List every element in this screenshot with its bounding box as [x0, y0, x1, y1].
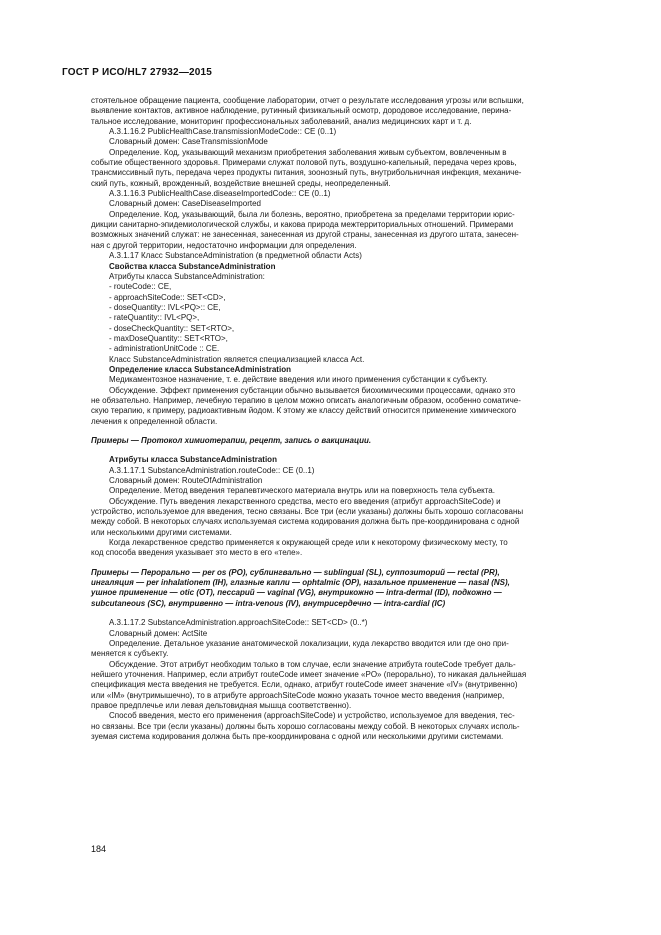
text-line: Свойства класса SubstanceAdministration — [109, 261, 276, 271]
text-line: ная с другой территории, недостаточно информации для определения. — [91, 240, 357, 250]
text-line: лечения к определенной области. — [91, 416, 218, 426]
text-line: Примеры — Перорально — per os (PO), сублингвально — sublingual (SL), суппозиторий — rectal (PR), — [91, 567, 500, 577]
text-line: Примеры — Протокол химиотерапии, рецепт, запись о вакцинации. — [91, 436, 372, 445]
text-line: Обсуждение. Эффект применения субстанции обычно вызывается биохимическими процессами, однако это — [109, 385, 516, 395]
text-line: но связаны. Все три (если указаны) должны быть хорошо согласованы между собой. В некоторых случаях исполь- — [91, 721, 520, 731]
text-line: событие общественного здоровья. Примерами служат половой путь, воздушно-капельный, передача через кровь, — [91, 158, 517, 168]
page-number: 184 — [91, 844, 107, 854]
text-line: Класс SubstanceAdministration является специализацией класса Act. — [109, 354, 365, 364]
text-line: Определение. Детальное указание анатомической локализации, куда лекарство вводится или где оно при- — [109, 638, 509, 648]
text-line: устройство, используемое для введения, тесно связаны. Все три (если указаны) должны быть хорошо согласованы — [91, 507, 524, 517]
text-line: Обсуждение. Путь введения лекарственного средства, место его введения (атрибут approachSiteCode) и — [109, 496, 501, 506]
text-line: Определение класса SubstanceAdministration — [109, 364, 291, 374]
text-line: Словарный домен: ActSite — [109, 628, 208, 638]
text-line: Способ введения, место его применения (approachSiteCode) и устройство, используемое для введения, тес- — [109, 711, 515, 721]
text-line: код способа введения указывает это место в его «теле». — [91, 548, 303, 558]
text-line: Медикаментозное назначение, т. е. действие введения или иного применения субстанции к субъекту. — [109, 375, 488, 385]
text-line: стоятельное обращение пациента, сообщение лаборатории, отчет о результате исследования угрозы или вспышки, — [91, 96, 524, 105]
text-line: А.3.1.17.2 SubstanceAdministration.approachSiteCode:: SET<CD> (0..*) — [109, 618, 368, 628]
text-line: или несколькими другими системами. — [91, 527, 232, 537]
text-line: ушное применение — otic (OT), пессарий — vaginal (VG), внутрикожно — intra-dermal (ID), подкожно — — [91, 588, 502, 598]
text-line: - doseCheckQuantity:: SET<RTO>, — [109, 323, 235, 333]
text-line: А.3.1.16.2 PublicHealthCase.transmissionModeCode:: CE (0..1) — [109, 127, 337, 137]
text-line: правое предплечье или левая дельтовидная мышца соответственно). — [91, 700, 352, 710]
text-line: между собой. В некоторых случаях используемая система кодирования должна быть пре-координирована с одной — [91, 517, 520, 527]
text-line: - doseQuantity:: IVL<PQ>:: CE, — [109, 302, 221, 312]
document-body — [91, 96, 600, 742]
text-line: дикции санитарно-эпидемиологической службы, и какова природа межтерриториальных отношений. Примерами — [91, 220, 514, 230]
text-line: - administrationUnitCode :: CE. — [109, 344, 220, 354]
text-line: Атрибуты класса SubstanceAdministration: — [109, 271, 265, 281]
text-line: Обсуждение. Этот атрибут необходим только в том случае, если значение атрибута routeCode требует даль- — [109, 659, 516, 669]
text-line: нейшего уточнения. Например, если атрибут routeCode имеет значение «PO» (перорально), то никакая дальнейшая — [91, 669, 527, 679]
text-line: Когда лекарственное средство применяется к окружающей среде или к некоторому физическому месту, то — [109, 538, 508, 548]
text-line: трансмиссивный путь, передача через продукты питания, зоонозный путь, внутрибольничная инфекция, механиче- — [91, 168, 522, 178]
text-line: Словарный домен: CaseTransmissionMode — [109, 137, 268, 147]
text-line: subcutaneous (SC), внутривенно — intra-venous (IV), внутрисердечно — intra-cardial (IC) — [91, 598, 446, 608]
text-line: спецификация места введения не требуется. Если, однако, атрибут routeCode имеет значение «IV» (внутривенно) — [91, 680, 518, 690]
text-line: - rateQuantity:: IVL<PQ>, — [109, 313, 200, 323]
text-line: возможных значений служат: не занесенная, занесенная из другой страны, занесенная из другого штата, занесен- — [91, 230, 519, 240]
text-line: - routeCode:: CE, — [109, 282, 172, 292]
text-line: не обязательно. Например, лечебную терапию в целом можно описать аналогичным образом, особенно соматиче- — [91, 395, 521, 405]
text-line: тальное исследование, мониторинг профессиональных заболеваний, анализ медицинских карт и т. д. — [91, 116, 472, 126]
text-line: - approachSiteCode:: SET<CD>, — [109, 292, 226, 302]
text-line: А.3.1.16.3 PublicHealthCase.diseaseImportedCode:: CE (0..1) — [109, 189, 331, 199]
text-line: выявление контактов, активное наблюдение, рутинный физикальный осмотр, дородовое исследование, перина- — [91, 106, 512, 116]
text-line: Определение. Метод введения терапевтического материала внутрь или на поверхность тела субъекта. — [109, 486, 495, 496]
text-line: или «IM» (внутримышечно), то в атрибуте approachSiteCode можно указать точное место введения (например, — [91, 690, 505, 700]
page-header-title: ГОСТ Р ИСО/HL7 27932—2015 — [62, 67, 213, 78]
text-line: ингаляция — per inhalationem (IH), глазные капли — ophtalmic (OP), назальное применение — nasal (NS), — [91, 578, 510, 588]
text-line: Словарный домен: RouteOfAdministration — [109, 476, 263, 486]
text-line: Словарный домен: CaseDiseaseImported — [109, 199, 261, 209]
text-line: - maxDoseQuantity:: SET<RTO>, — [109, 333, 228, 343]
text-line: А.3.1.17 Класс SubstanceAdministration (в предметной области Acts) — [109, 251, 362, 261]
text-line: Определение. Код, указывающий механизм приобретения заболевания живым субъектом, вовлеченным в — [109, 147, 507, 157]
text-line: ский путь, кожный, врожденный, воздействие внешней среды, неопределенный. — [91, 178, 391, 188]
text-line: А.3.1.17.1 SubstanceAdministration.routeCode:: CE (0..1) — [109, 465, 315, 475]
text-line: Определение. Код, указывающий, была ли болезнь, вероятно, приобретена за пределами территории юрис- — [109, 209, 515, 219]
text-line: зуемая система кодирования должна быть пре-координирована с одной или несколькими другими системами. — [91, 731, 504, 741]
text-line: Атрибуты класса SubstanceAdministration — [109, 455, 277, 465]
text-line: меняется к субъекту. — [91, 649, 169, 659]
text-line: скую терапию, к примеру, радиоактивным йодом. К этому же классу действий относится применение химического — [91, 406, 517, 416]
